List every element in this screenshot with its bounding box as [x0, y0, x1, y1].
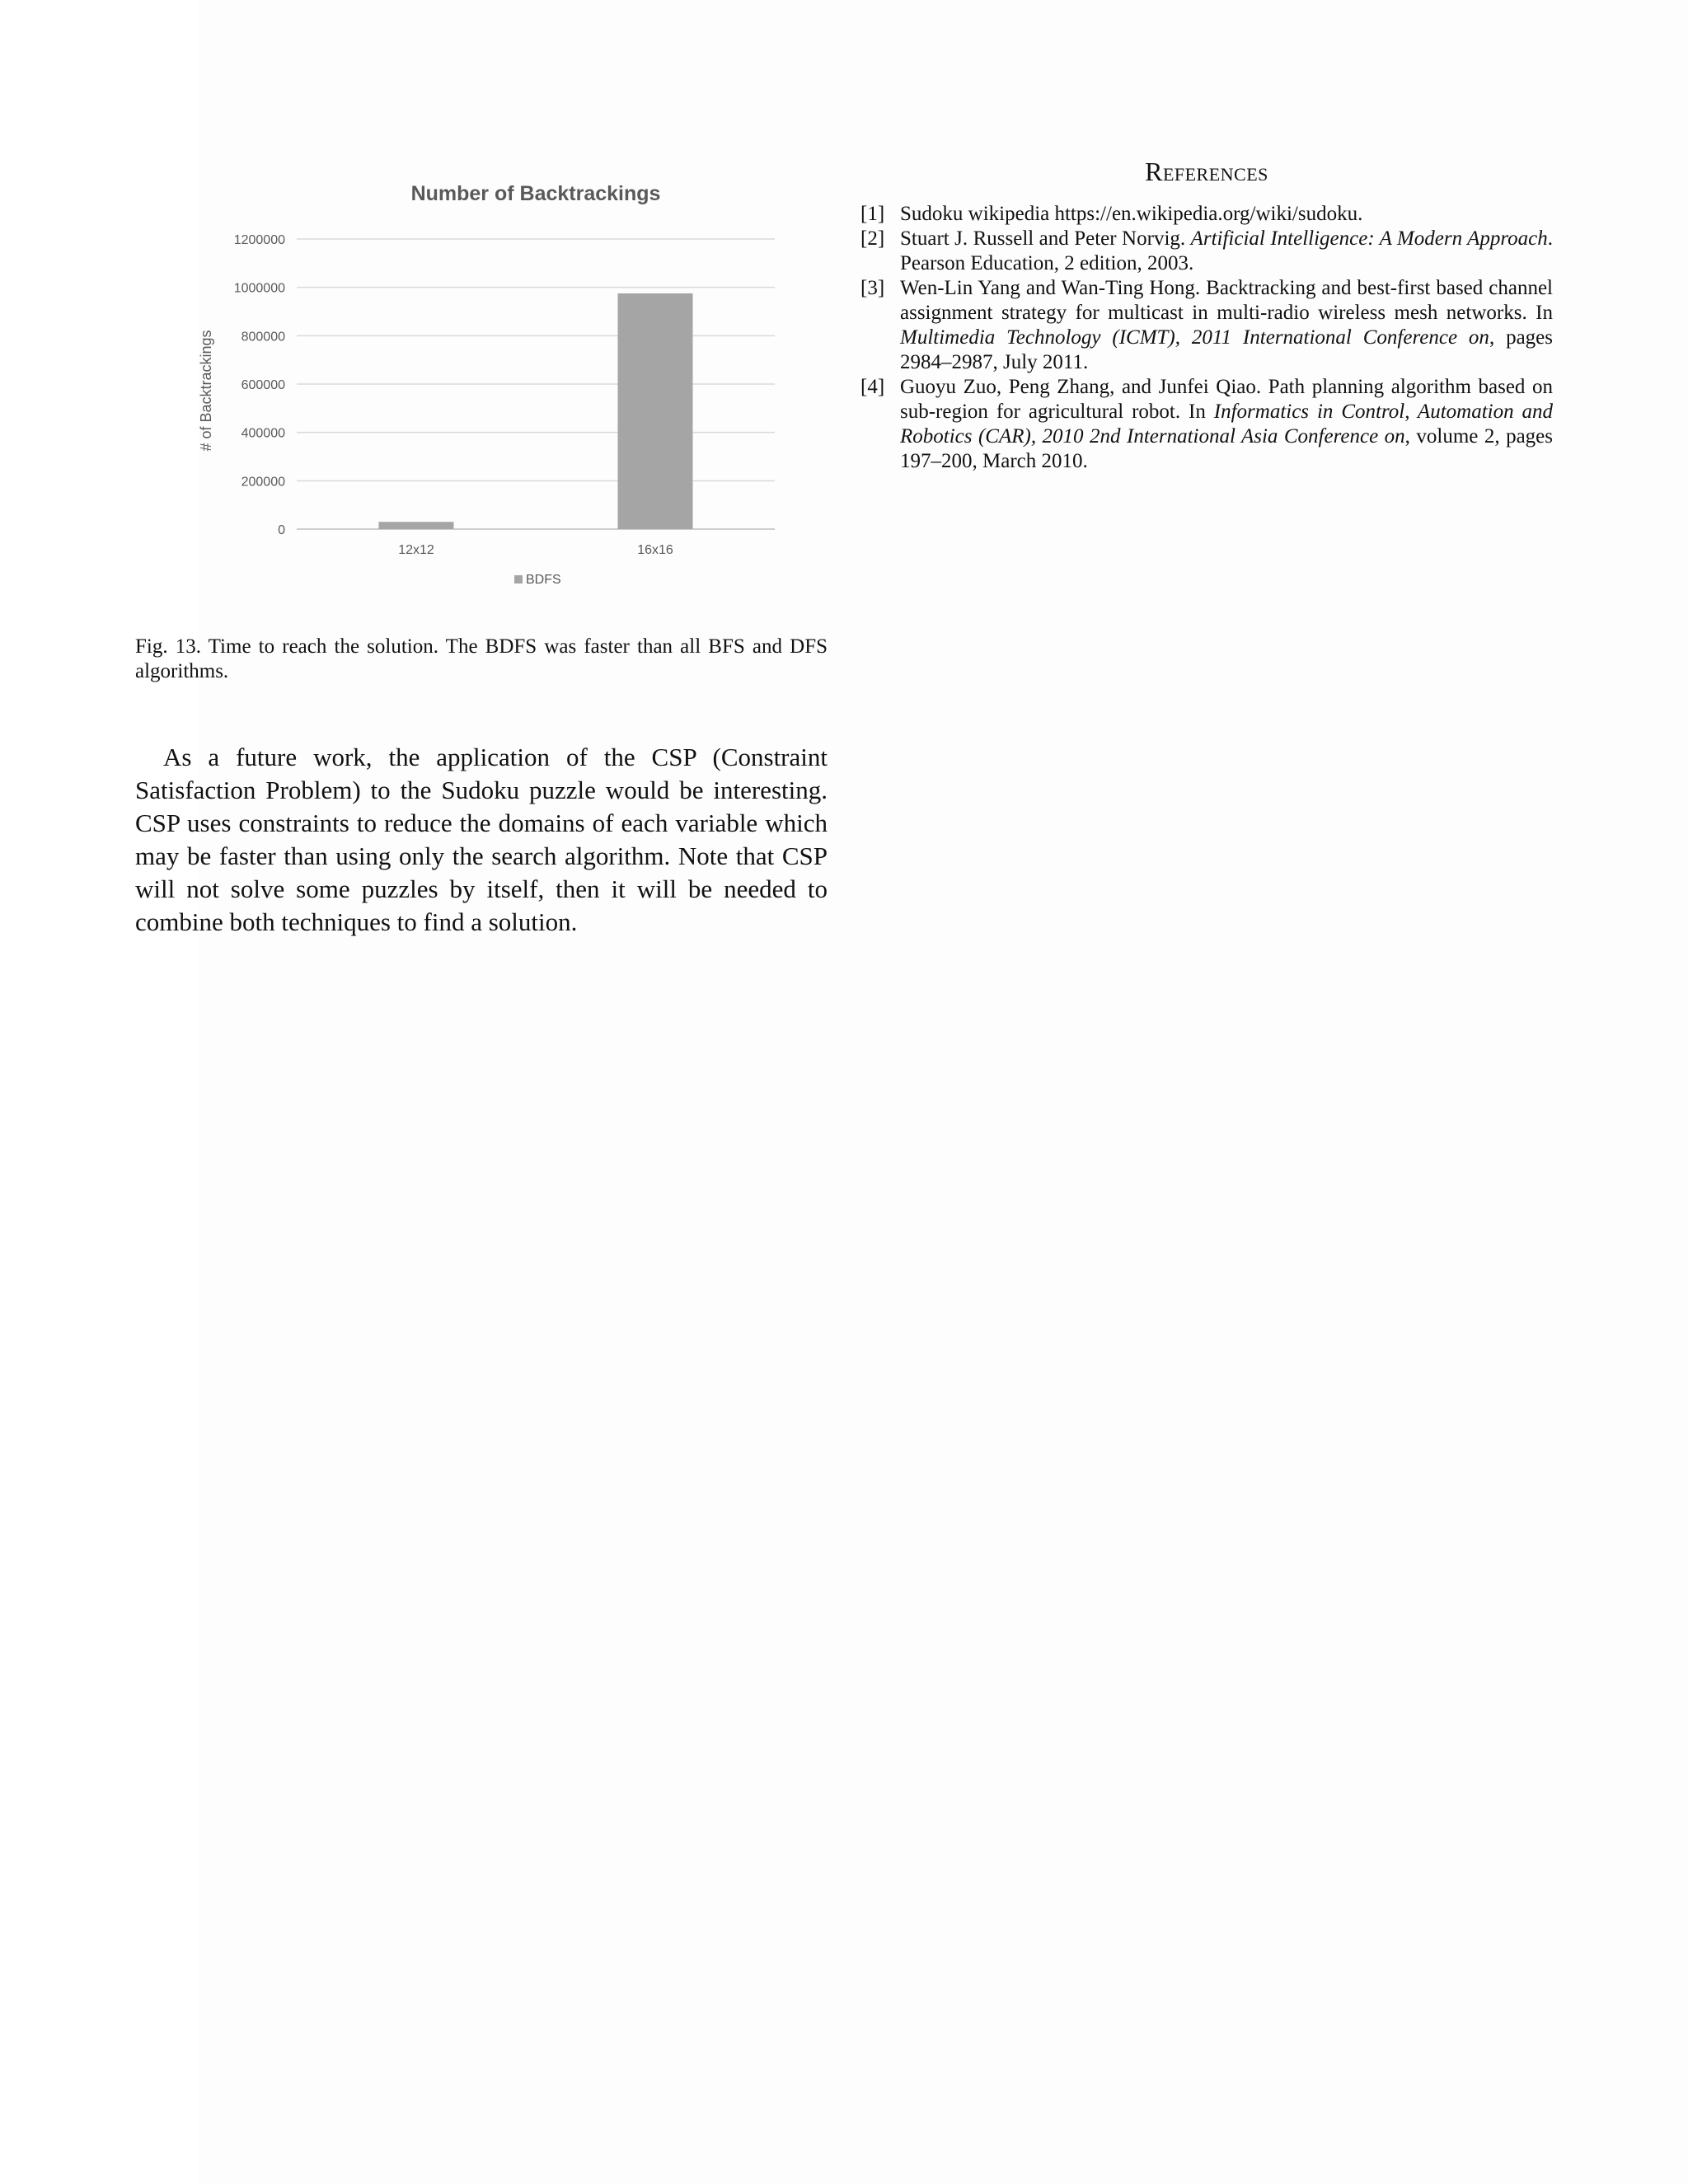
x-tick-label: 12x12	[398, 543, 434, 557]
chart-title: Number of Backtrackings	[410, 182, 661, 205]
reference-text: . Pearson Education, 2 edition, 2003.	[900, 227, 1553, 274]
reference-item	[860, 276, 1553, 375]
reference-number: [3]	[860, 277, 885, 299]
bar-chart	[188, 171, 823, 600]
reference-text: Guoyu Zuo, Peng Zhang, and Junfei Qiao. Path planning algorithm based on sub-region for agricultural robot. In	[900, 376, 1553, 423]
y-axis-label: # of Backtrackings	[198, 330, 214, 452]
reference-title: Artificial Intelligence: A Modern Approach	[1190, 227, 1548, 250]
reference-text: Wen-Lin Yang and Wan-Ting Hong. Backtracking and best-first based channel assignment strategy for multicast in multi-radio wireless mesh networks. In	[900, 277, 1553, 324]
bar-12x12	[379, 522, 454, 529]
figure-13-chart	[188, 171, 823, 600]
reference-list	[860, 202, 1553, 474]
references-heading: References	[1145, 157, 1268, 186]
reference-item	[860, 202, 1553, 227]
reference-number: [1]	[860, 203, 885, 225]
reference-text: , volume 2, pages 197–200, March 2010.	[900, 425, 1553, 472]
reference-number: [2]	[860, 227, 885, 250]
y-tick-label: 0	[278, 523, 285, 537]
future-work-paragraph: As a future work, the application of the CSP (Constraint Satisfaction Problem) to the Sudoku puzzle would be interesting. CSP uses constraints to reduce the domains of each variable which may be faster than using only the search algorithm. Note that CSP will not solve some puzzles by itself, then it will be needed to combine both techniques to find a solution.	[135, 743, 828, 936]
y-tick-label: 800000	[241, 330, 285, 344]
reference-text: Stuart J. Russell and Peter Norvig.	[900, 227, 1191, 250]
legend-label: BDFS	[526, 573, 561, 587]
y-tick-label: 400000	[241, 426, 285, 441]
bar-16x16	[618, 293, 693, 529]
y-tick-label: 600000	[241, 378, 285, 392]
reference-venue: Multimedia Technology (ICMT), 2011 International Conference on	[900, 326, 1489, 349]
reference-venue: Informatics in Control, Automation and Robotics (CAR), 2010 2nd International Asia Conference on	[900, 401, 1554, 448]
y-tick-label: 200000	[241, 475, 285, 490]
reference-number: [4]	[860, 376, 885, 398]
reference-text: , pages 2984–2987, July 2011.	[900, 326, 1553, 373]
legend-swatch	[514, 575, 523, 583]
reference-item	[860, 375, 1553, 474]
figure-caption: Fig. 13. Time to reach the solution. The BDFS was faster than all BFS and DFS algorithms.	[135, 635, 828, 682]
reference-text: Sudoku wikipedia https://en.wikipedia.org/wiki/sudoku.	[900, 203, 1363, 225]
x-tick-label: 16x16	[637, 543, 673, 557]
y-tick-label: 1200000	[233, 233, 285, 247]
reference-item	[860, 227, 1553, 276]
y-tick-label: 1000000	[233, 281, 285, 296]
